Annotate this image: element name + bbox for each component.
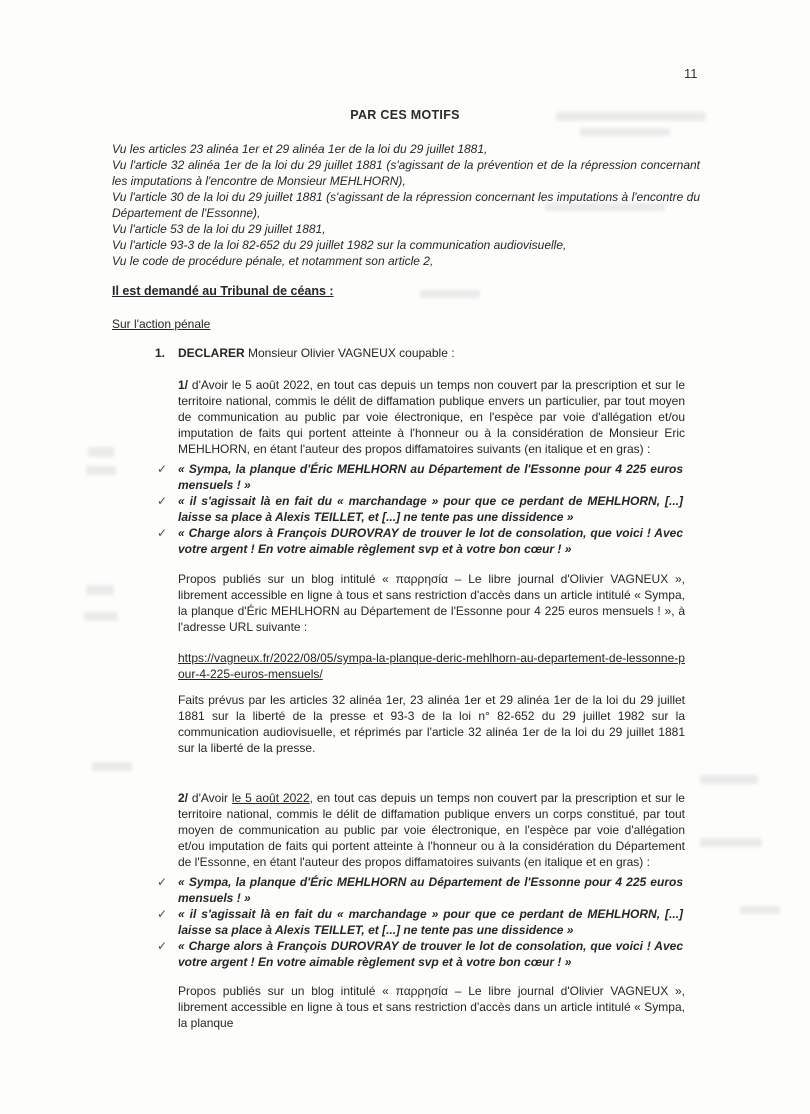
visa-line: Vu le code de procédure pénale, et notamment son article 2, — [112, 254, 434, 268]
visas-block — [112, 141, 700, 269]
checkmark-icon: ✓ — [157, 939, 168, 953]
scan-bleed-artifact — [700, 775, 758, 784]
count2-propos-partial-paragraph: Propos publiés sur un blog intitulé « παρρησία – Le libre journal d'Olivier VAGNEUX », librement accessible en ligne à tous et sans restriction d'accès dans un article intitulé « Sympa, la planque — [178, 984, 685, 1030]
quote-text: « il s'agissait là en fait du « marchandage » pour que ce perdant de MEHLHORN, [...] laisse sa place à Alexis TEILLET, et [...] ne tente pas une dissidence » — [178, 907, 683, 937]
document-title: PAR CES MOTIFS — [350, 108, 460, 122]
count2-label: 2/ — [178, 791, 189, 805]
count1-quotes-list — [112, 461, 700, 557]
numbered-item-declarer — [112, 345, 700, 361]
quote-item — [112, 461, 700, 493]
item-number: 1. — [155, 346, 166, 360]
visa-line: Vu l'article 93-3 de la loi 82-652 du 29 juillet 1982 sur la communication audiovisuelle, — [112, 238, 567, 252]
count1-intro-text: d'Avoir le 5 août 2022, en tout cas depuis un temps non couvert par la prescription et sur le territoire national, commis le délit de diffamation publique envers un particulier, par tout moyen de communication au public par voie électronique, en l'espèce par voie d'allégation et/ou imputation de faits qui portent atteinte à l'honneur ou à la considération de Monsieur Eric MEHLHORN, en étant l'auteur des propos diffamatoires suivants (en italique et en gras) : — [178, 378, 685, 456]
checkmark-icon: ✓ — [157, 494, 168, 508]
scan-bleed-artifact — [700, 838, 762, 847]
quote-text: « Charge alors à François DUROVRAY de trouver le lot de consolation, que voici ! Avec votre argent ! En votre aimable règlement svp et à votre bon cœur ! » — [178, 939, 683, 969]
quote-item — [112, 906, 700, 938]
count1-propos-paragraph: Propos publiés sur un blog intitulé « παρρησία – Le libre journal d'Olivier VAGNEUX », librement accessible en ligne à tous et sans restriction d'accès dans un article intitulé « Sympa, la planque d'Éric MEHLHORN au Département de l'Essonne pour 4 225 euros mensuels ! », à l'adresse URL suivante : — [178, 572, 685, 634]
visa-line: Vu l'article 53 de la loi du 29 juillet 1881, — [112, 222, 326, 236]
count2-intro-paragraph — [178, 790, 685, 870]
scan-bleed-artifact — [88, 447, 114, 457]
quote-text: « Sympa, la planque d'Éric MEHLHORN au Département de l'Essonne pour 4 225 euros mensuels ! » — [178, 875, 683, 905]
count1-label: 1/ — [178, 378, 189, 392]
visa-line: Vu l'article 30 de la loi du 29 juillet 1881 (s'agissant de la répression concernant les imputations à l'encontre du Département de l'Essonne), — [112, 190, 700, 220]
quote-text: « Charge alors à François DUROVRAY de trouver le lot de consolation, que voici ! Avec votre argent ! En votre aimable règlement svp et à votre bon cœur ! » — [178, 526, 683, 556]
section-heading-action-penale: Sur l'action pénale — [112, 317, 211, 331]
scan-bleed-artifact — [580, 128, 670, 136]
request-heading: Il est demandé au Tribunal de céans : — [112, 284, 334, 298]
scan-bleed-artifact — [740, 906, 780, 914]
quote-text: « Sympa, la planque d'Éric MEHLHORN au Département de l'Essonne pour 4 225 euros mensuels ! » — [178, 462, 683, 492]
quote-item — [112, 938, 700, 970]
checkmark-icon: ✓ — [157, 526, 168, 540]
count1-faits-paragraph: Faits prévus par les articles 32 alinéa 1er, 23 alinéa 1er et 29 alinéa 1er de la loi du 29 juillet 1881 sur la liberté de la presse et 93-3 de la loi n° 82-652 du 29 juillet 1982 sur la communication audiovisuelle, et réprimés par l'article 32 alinéa 1er de la loi du 29 juillet 1881 sur la liberté de la presse. — [178, 693, 685, 755]
count1-intro-paragraph — [178, 377, 685, 457]
scan-bleed-artifact — [86, 585, 114, 595]
page-number: 11 — [684, 66, 698, 81]
document-body — [112, 141, 700, 1031]
quote-item — [112, 493, 700, 525]
quote-item — [112, 525, 700, 557]
count2-date-underlined: le 5 août 2022 — [231, 791, 310, 805]
visa-line: Vu l'article 32 alinéa 1er de la loi du 29 juillet 1881 (s'agissant de la prévention et de la répression concernant les imputations à l'encontre de Monsieur MEHLHORN), — [112, 158, 700, 188]
count2-intro-rest: , en tout cas depuis un temps non couvert par la prescription et sur le territoire national, commis le délit de diffamation publique envers un corps constitué, par tout moyen de communication au public par voie électronique, en l'espèce par voie d'allégation et/ou imputation de faits qui portent atteinte à l'honneur ou à la considération du Département de l'Essonne, en étant l'auteur des propos diffamatoires suivants (en italique et en gras) : — [178, 791, 685, 869]
quote-text: « il s'agissait là en fait du « marchandage » pour que ce perdant de MEHLHORN, [...] laisse sa place à Alexis TEILLET, et [...] ne tente pas une dissidence » — [178, 494, 683, 524]
declarer-rest: Monsieur Olivier VAGNEUX coupable : — [244, 346, 455, 360]
count2-quotes-list — [112, 874, 700, 970]
quote-item — [112, 874, 700, 906]
visa-line: Vu les articles 23 alinéa 1er et 29 alinéa 1er de la loi du 29 juillet 1881, — [112, 142, 488, 156]
declarer-label: DECLARER — [178, 346, 245, 360]
checkmark-icon: ✓ — [157, 907, 168, 921]
checkmark-icon: ✓ — [157, 462, 168, 476]
checkmark-icon: ✓ — [157, 875, 168, 889]
item-text — [178, 345, 455, 361]
article-url-link[interactable]: https://vagneux.fr/2022/08/05/sympa-la-planque-deric-mehlhorn-au-departement-de-lessonne-pour-4-225-euros-mensuels/ — [178, 651, 685, 681]
count2-intro-prefix: d'Avoir — [188, 791, 232, 805]
